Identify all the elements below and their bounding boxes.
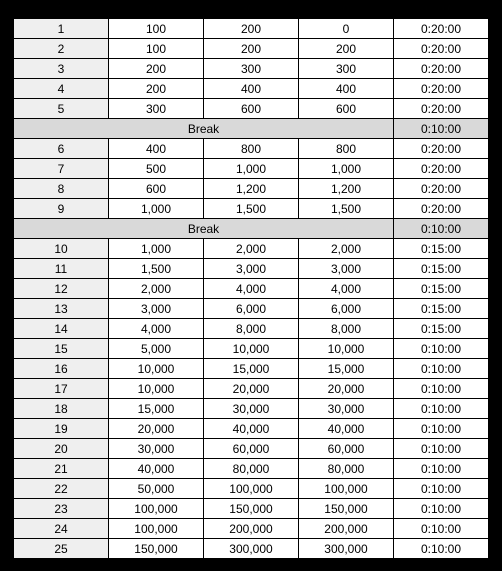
- level-cell: 23: [14, 499, 109, 519]
- big-blind-cell: 150,000: [204, 499, 299, 519]
- big-blind-cell: 10,000: [204, 339, 299, 359]
- small-blind-cell: 300: [109, 99, 204, 119]
- level-cell: 2: [14, 39, 109, 59]
- big-blind-cell: 3,000: [204, 259, 299, 279]
- ante-cell: 150,000: [299, 499, 394, 519]
- duration-cell: 0:15:00: [394, 259, 489, 279]
- small-blind-cell: 2,000: [109, 279, 204, 299]
- duration-cell: 0:20:00: [394, 79, 489, 99]
- small-blind-cell: 1,000: [109, 199, 204, 219]
- duration-cell: 0:15:00: [394, 319, 489, 339]
- table-row: [14, 179, 489, 199]
- table-body: [14, 19, 489, 559]
- level-cell: 3: [14, 59, 109, 79]
- ante-cell: 40,000: [299, 419, 394, 439]
- small-blind-cell: 5,000: [109, 339, 204, 359]
- big-blind-cell: 6,000: [204, 299, 299, 319]
- table-row: [14, 439, 489, 459]
- big-blind-cell: 40,000: [204, 419, 299, 439]
- break-row: [14, 119, 489, 139]
- big-blind-cell: 800: [204, 139, 299, 159]
- level-cell: 16: [14, 359, 109, 379]
- level-cell: 6: [14, 139, 109, 159]
- table-row: [14, 79, 489, 99]
- table-row: [14, 99, 489, 119]
- ante-cell: 8,000: [299, 319, 394, 339]
- small-blind-cell: 1,000: [109, 239, 204, 259]
- ante-cell: 300,000: [299, 539, 394, 559]
- table-row: [14, 39, 489, 59]
- ante-cell: 1,200: [299, 179, 394, 199]
- small-blind-cell: 200: [109, 59, 204, 79]
- duration-cell: 0:10:00: [394, 459, 489, 479]
- ante-cell: 600: [299, 99, 394, 119]
- big-blind-cell: 400: [204, 79, 299, 99]
- small-blind-cell: 100: [109, 19, 204, 39]
- duration-cell: 0:20:00: [394, 39, 489, 59]
- ante-cell: 1,000: [299, 159, 394, 179]
- level-cell: 4: [14, 79, 109, 99]
- duration-cell: 0:10:00: [394, 399, 489, 419]
- level-cell: 18: [14, 399, 109, 419]
- small-blind-cell: 4,000: [109, 319, 204, 339]
- big-blind-cell: 600: [204, 99, 299, 119]
- level-cell: 25: [14, 539, 109, 559]
- ante-cell: 200,000: [299, 519, 394, 539]
- table-row: [14, 419, 489, 439]
- ante-cell: 3,000: [299, 259, 394, 279]
- big-blind-cell: 200: [204, 19, 299, 39]
- blind-structure-table: [13, 18, 489, 559]
- ante-cell: 2,000: [299, 239, 394, 259]
- table-row: [14, 499, 489, 519]
- duration-cell: 0:15:00: [394, 239, 489, 259]
- level-cell: 1: [14, 19, 109, 39]
- big-blind-cell: 1,500: [204, 199, 299, 219]
- big-blind-cell: 20,000: [204, 379, 299, 399]
- big-blind-cell: 200: [204, 39, 299, 59]
- level-cell: 21: [14, 459, 109, 479]
- ante-cell: 30,000: [299, 399, 394, 419]
- duration-cell: 0:20:00: [394, 99, 489, 119]
- duration-cell: 0:10:00: [394, 359, 489, 379]
- big-blind-cell: 30,000: [204, 399, 299, 419]
- table-row: [14, 59, 489, 79]
- break-label: Break: [14, 119, 394, 139]
- duration-cell: 0:10:00: [394, 499, 489, 519]
- table-row: [14, 199, 489, 219]
- level-cell: 8: [14, 179, 109, 199]
- duration-cell: 0:20:00: [394, 159, 489, 179]
- ante-cell: 1,500: [299, 199, 394, 219]
- duration-cell: 0:20:00: [394, 19, 489, 39]
- table-row: [14, 139, 489, 159]
- break-row: [14, 219, 489, 239]
- ante-cell: 60,000: [299, 439, 394, 459]
- big-blind-cell: 60,000: [204, 439, 299, 459]
- level-cell: 24: [14, 519, 109, 539]
- duration-cell: 0:10:00: [394, 439, 489, 459]
- level-cell: 14: [14, 319, 109, 339]
- ante-cell: 300: [299, 59, 394, 79]
- ante-cell: 15,000: [299, 359, 394, 379]
- ante-cell: 20,000: [299, 379, 394, 399]
- ante-cell: 80,000: [299, 459, 394, 479]
- table-row: [14, 519, 489, 539]
- big-blind-cell: 2,000: [204, 239, 299, 259]
- big-blind-cell: 300,000: [204, 539, 299, 559]
- duration-cell: 0:20:00: [394, 59, 489, 79]
- level-cell: 12: [14, 279, 109, 299]
- small-blind-cell: 20,000: [109, 419, 204, 439]
- table-row: [14, 19, 489, 39]
- break-label: Break: [14, 219, 394, 239]
- ante-cell: 100,000: [299, 479, 394, 499]
- duration-cell: 0:15:00: [394, 279, 489, 299]
- duration-cell: 0:20:00: [394, 179, 489, 199]
- duration-cell: 0:10:00: [394, 519, 489, 539]
- table-row: [14, 379, 489, 399]
- level-cell: 10: [14, 239, 109, 259]
- table-row: [14, 399, 489, 419]
- duration-cell: 0:10:00: [394, 539, 489, 559]
- small-blind-cell: 400: [109, 139, 204, 159]
- duration-cell: 0:20:00: [394, 139, 489, 159]
- ante-cell: 200: [299, 39, 394, 59]
- table-row: [14, 319, 489, 339]
- big-blind-cell: 15,000: [204, 359, 299, 379]
- level-cell: 22: [14, 479, 109, 499]
- duration-cell: 0:10:00: [394, 379, 489, 399]
- small-blind-cell: 40,000: [109, 459, 204, 479]
- duration-cell: 0:10:00: [394, 419, 489, 439]
- table-row: [14, 259, 489, 279]
- small-blind-cell: 100: [109, 39, 204, 59]
- duration-cell: 0:10:00: [394, 479, 489, 499]
- table-row: [14, 359, 489, 379]
- level-cell: 20: [14, 439, 109, 459]
- big-blind-cell: 1,000: [204, 159, 299, 179]
- small-blind-cell: 3,000: [109, 299, 204, 319]
- ante-cell: 400: [299, 79, 394, 99]
- level-cell: 15: [14, 339, 109, 359]
- big-blind-cell: 4,000: [204, 279, 299, 299]
- break-duration: 0:10:00: [394, 219, 489, 239]
- big-blind-cell: 200,000: [204, 519, 299, 539]
- ante-cell: 0: [299, 19, 394, 39]
- small-blind-cell: 200: [109, 79, 204, 99]
- table-row: [14, 239, 489, 259]
- ante-cell: 800: [299, 139, 394, 159]
- big-blind-cell: 100,000: [204, 479, 299, 499]
- big-blind-cell: 80,000: [204, 459, 299, 479]
- ante-cell: 6,000: [299, 299, 394, 319]
- level-cell: 17: [14, 379, 109, 399]
- level-cell: 9: [14, 199, 109, 219]
- level-cell: 5: [14, 99, 109, 119]
- table-row: [14, 339, 489, 359]
- big-blind-cell: 1,200: [204, 179, 299, 199]
- small-blind-cell: 1,500: [109, 259, 204, 279]
- table-row: [14, 459, 489, 479]
- table-row: [14, 279, 489, 299]
- duration-cell: 0:15:00: [394, 299, 489, 319]
- break-duration: 0:10:00: [394, 119, 489, 139]
- small-blind-cell: 50,000: [109, 479, 204, 499]
- small-blind-cell: 30,000: [109, 439, 204, 459]
- big-blind-cell: 300: [204, 59, 299, 79]
- level-cell: 13: [14, 299, 109, 319]
- small-blind-cell: 10,000: [109, 379, 204, 399]
- small-blind-cell: 100,000: [109, 519, 204, 539]
- duration-cell: 0:10:00: [394, 339, 489, 359]
- table-row: [14, 539, 489, 559]
- level-cell: 11: [14, 259, 109, 279]
- small-blind-cell: 500: [109, 159, 204, 179]
- duration-cell: 0:20:00: [394, 199, 489, 219]
- small-blind-cell: 100,000: [109, 499, 204, 519]
- small-blind-cell: 15,000: [109, 399, 204, 419]
- small-blind-cell: 600: [109, 179, 204, 199]
- table-row: [14, 159, 489, 179]
- table-row: [14, 479, 489, 499]
- small-blind-cell: 10,000: [109, 359, 204, 379]
- level-cell: 7: [14, 159, 109, 179]
- big-blind-cell: 8,000: [204, 319, 299, 339]
- level-cell: 19: [14, 419, 109, 439]
- small-blind-cell: 150,000: [109, 539, 204, 559]
- ante-cell: 10,000: [299, 339, 394, 359]
- ante-cell: 4,000: [299, 279, 394, 299]
- table-row: [14, 299, 489, 319]
